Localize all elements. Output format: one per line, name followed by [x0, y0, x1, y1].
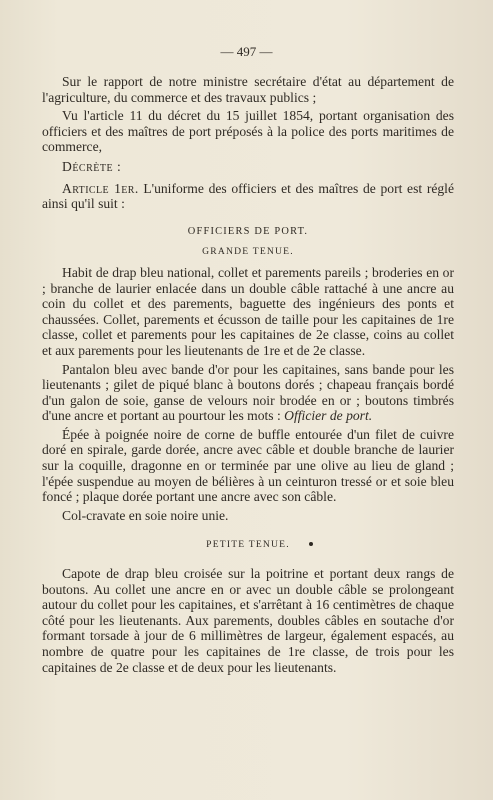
article-1-label: Article 1er. — [62, 180, 139, 196]
grande-tenue-title: GRANDE TENUE. — [202, 246, 294, 258]
article-1-paragraph — [42, 181, 454, 212]
intro-paragraph-2: Vu l'article 11 du décret du 15 juillet 1854, portant organisation des officiers et des maîtres de port préposés à la police des ports maritimes de commerce, — [42, 108, 454, 155]
intro-paragraph-1: Sur le rapport de notre ministre secrétaire d'état au département de l'agriculture, du commerce et des travaux publics ; — [42, 74, 454, 105]
petite-tenue-paragraph-1: Capote de drap bleu croisée sur la poitrine et portant deux rangs de boutons. Au collet une ancre en or avec un double câble se prolongeant autour du collet pour les capitaines, et s'arrêtant à 16 centimètres de chaque côté pour les lieutenants. Aux parements, doubles câbles en soutache d'or formant torsade à jour de 6 millimètres de largeur, également espacés, au nombre de quatre pour les capitaines de 1re classe, de trois pour les capitaines de 2e classe et de deux pour les lieutenants. — [42, 566, 454, 675]
article-1-text: L'uniforme des officiers et des maîtres de port est réglé ainsi qu'il suit : — [42, 180, 454, 212]
section-title-officiers: OFFICIERS DE PORT. — [187, 225, 309, 237]
page-text — [42, 44, 454, 675]
grande-tenue-paragraph-3: Épée à poignée noire de corne de buffle entourée d'un filet de cuivre doré en spirale, garde dorée, ancre avec câble et double branche de laurier sur la coquille, dragonne en or terminée par une olive au lieu de gland ; l'épée suspendue au moyen de bélières à un ceinturon tressé or et soie bleu foncé ; plaque dorée portant une ancre avec son câble. — [42, 426, 454, 505]
ink-dot — [309, 542, 313, 546]
grande-tenue-italic-mots: Officier de port. — [284, 408, 373, 424]
grande-tenue-paragraph-1: Habit de drap bleu national, collet et parements pareils ; broderies en or ; branche de laurier enlacée dans un double câble rattaché à une ancre au coin du collet et des parements, baguette des ingénieurs des ponts et chaussées. Collet, parements et écusson de taille pour les capitaines de 1re classe, collet et parements pour les capitaines de 2e classe, coins au collet et aux parements pour les lieutenants de 1re et de 2e classe. — [42, 264, 454, 358]
grande-tenue-paragraph-2 — [42, 362, 454, 424]
decrete-heading: Décrète : — [62, 158, 122, 174]
grande-tenue-paragraph-4: Col-cravate en soie noire unie. — [62, 507, 229, 523]
petite-tenue-title: PETITE TENUE. — [206, 539, 290, 551]
page-number: — 497 — — [220, 44, 273, 59]
grande-tenue-paragraph-2-text: Pantalon bleu avec bande d'or pour les capitaines, sans bande pour les lieutenants ; gilet de piqué blanc à boutons dorés ; chapeau français bordé d'un galon de soie, ganse de velours noir brodée en or ; boutons timbrés d'une ancre et portant au pourtour les mots : — [42, 361, 454, 424]
